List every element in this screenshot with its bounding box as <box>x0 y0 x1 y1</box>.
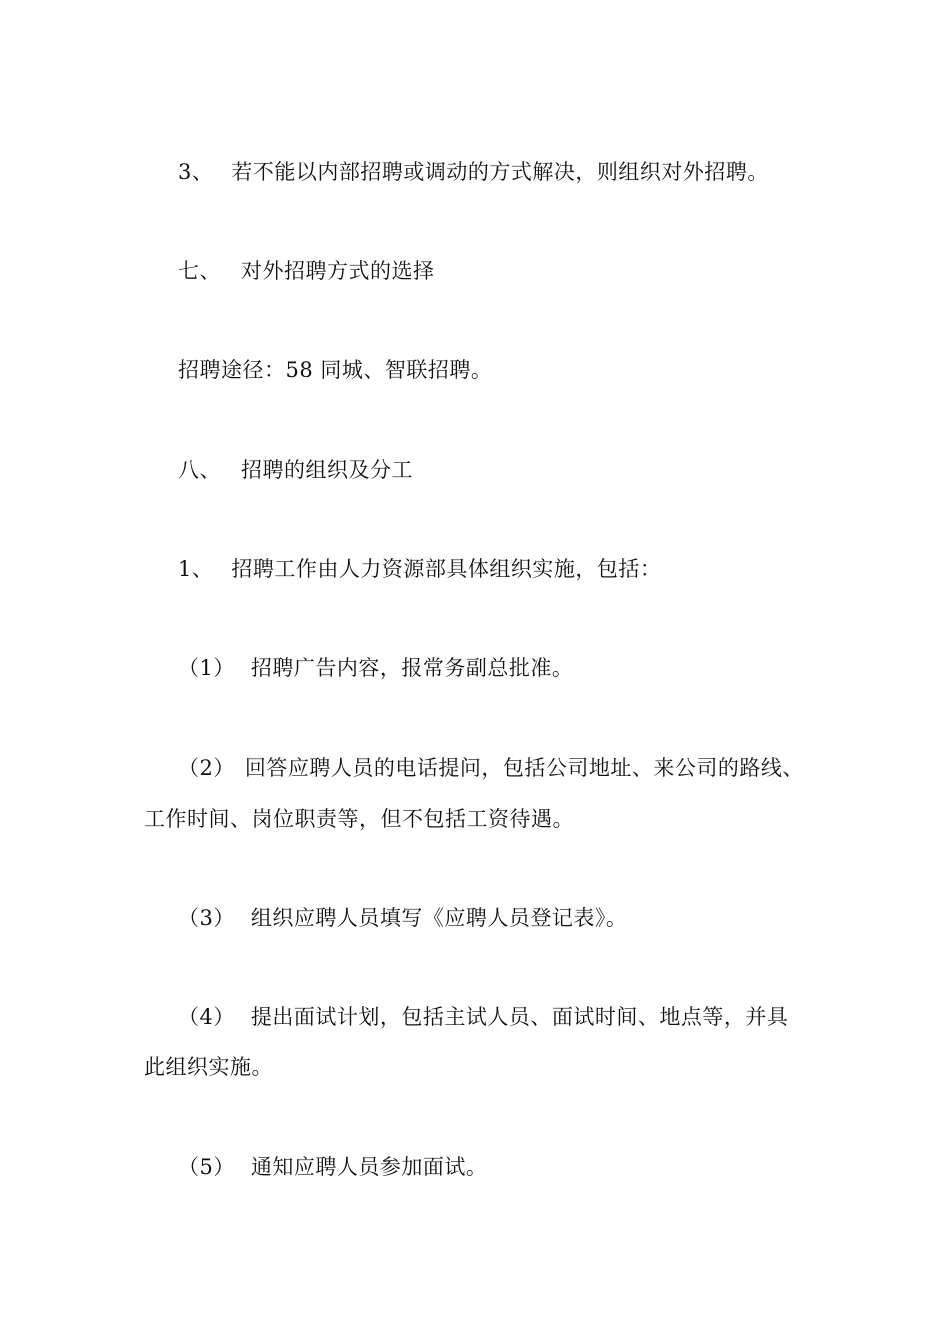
paragraph-1 <box>178 654 573 682</box>
item-number: 1、 <box>178 557 214 581</box>
paragraph-number: （4） <box>178 1005 235 1029</box>
paragraph-text: 提出面试计划，包括主试人员、面试时间、地点等，并具 <box>250 1005 789 1029</box>
paragraph-4-line-2 <box>144 1053 273 1081</box>
paragraph-text: 通知应聘人员参加面试。 <box>250 1155 488 1179</box>
paragraph-2-line-2 <box>144 805 574 833</box>
section-8-heading <box>178 456 413 484</box>
paragraph-text: 招聘广告内容，报常务副总批准。 <box>250 656 574 680</box>
paragraph-number: （5） <box>178 1155 235 1179</box>
item-1-line <box>178 555 661 583</box>
item-number: 3、 <box>178 160 214 184</box>
paragraph-text: 回答应聘人员的电话提问，包括公司地址、来公司的路线、 <box>244 756 804 780</box>
item-text: 若不能以内部招聘或调动的方式解决，则组织对外招聘。 <box>231 160 769 184</box>
paragraph-4-line-1 <box>178 1003 788 1031</box>
section-number: 八、 <box>178 458 221 482</box>
paragraph-text: 工作时间、岗位职责等，但不包括工资待遇。 <box>144 807 574 831</box>
paragraph-number: （2） <box>178 756 235 780</box>
paragraph-text: 此组织实施。 <box>144 1055 273 1079</box>
section-title: 对外招聘方式的选择 <box>241 259 435 283</box>
paragraph-2-line-1 <box>178 754 804 782</box>
item-3-line <box>178 158 769 186</box>
paragraph-number: （3） <box>178 906 235 930</box>
paragraph-number: （1） <box>178 656 235 680</box>
item-text: 招聘工作由人力资源部具体组织实施，包括： <box>231 557 662 581</box>
channels-line <box>178 356 492 384</box>
paragraph-3 <box>178 904 627 932</box>
section-7-heading <box>178 257 435 285</box>
section-number: 七、 <box>178 259 221 283</box>
paragraph-5 <box>178 1153 487 1181</box>
section-title: 招聘的组织及分工 <box>241 458 413 482</box>
channels-text: 招聘途径：58 同城、智联招聘。 <box>178 358 493 382</box>
paragraph-text: 组织应聘人员填写《应聘人员登记表》。 <box>250 906 628 930</box>
